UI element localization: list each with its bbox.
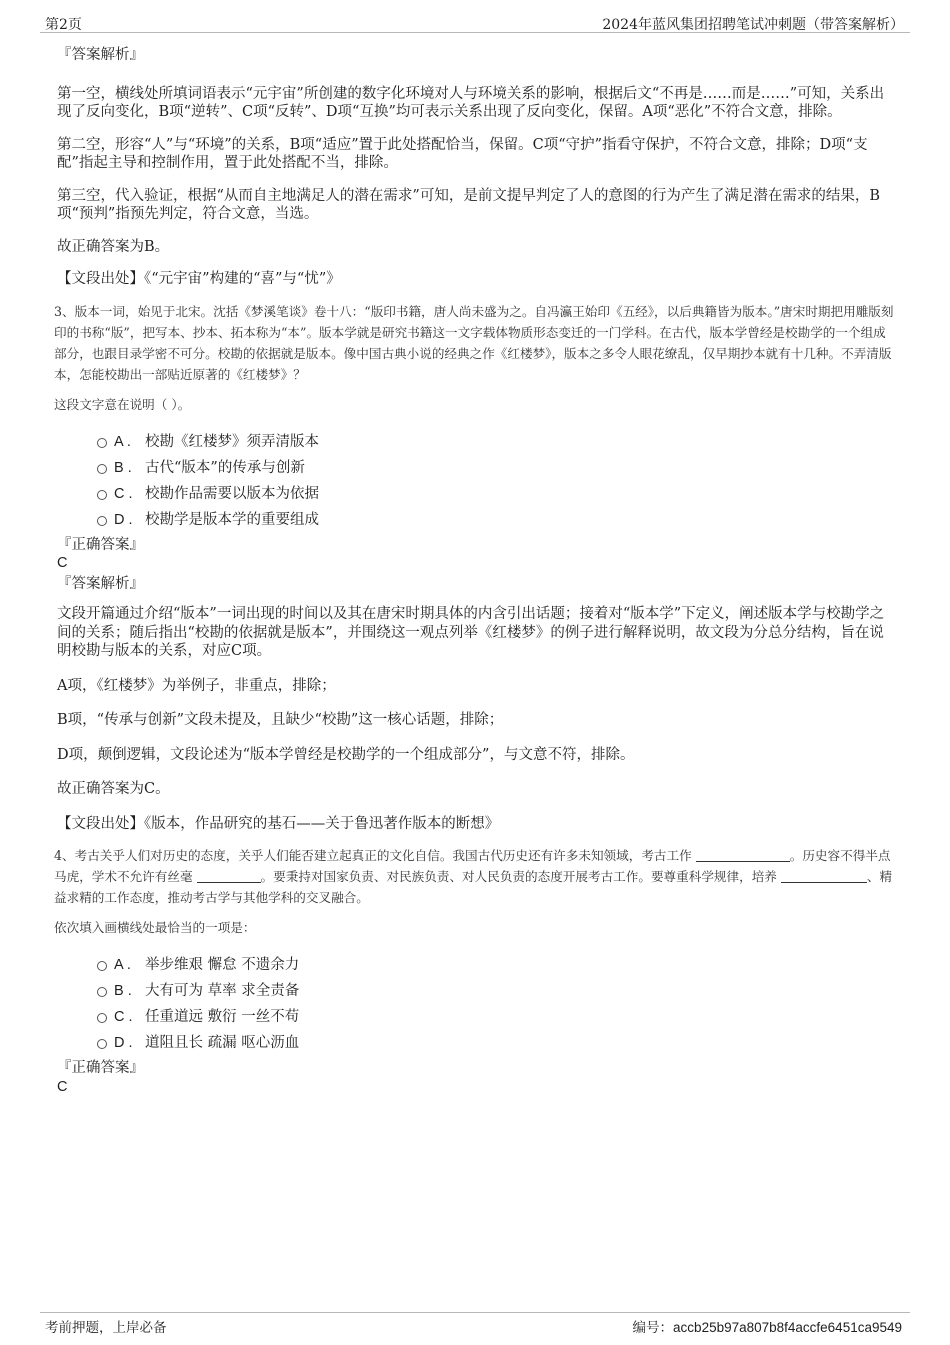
- page-footer: [40, 1312, 910, 1335]
- q3-answer-label: 『正确答案』: [57, 536, 144, 553]
- q3-analysis-para-3: B项，“传承与创新”文段未提及，且缺少“校勘”这一核心话题，排除；: [57, 712, 504, 728]
- fill-blank-1: [696, 847, 790, 862]
- q3-options: [57, 429, 897, 533]
- q4-options: [57, 952, 897, 1056]
- q3-option-b[interactable]: B . 古代“版本”的传承与创新: [57, 455, 897, 481]
- q4-option-a[interactable]: A . 举步维艰 懈怠 不遗余力: [57, 952, 897, 978]
- q2-analysis-para-3: 第三空，代入验证，根据“从而自主地满足人的潜在需求”可知，是前文提早判定了人的意图的行为产生了满足潜在需求的结果，B项“预判”指预先判定，符合文意，当选。: [57, 187, 880, 222]
- q2-analysis-para-1: 第一空，横线处所填词语表示“元宇宙”所创建的数字化环境对人与环境关系的影响，根据后文“不再是……而是……”可知，关系出现了反向变化，B项“逆转”、C项“反转”、D项“互换”均可表示关系出现了反向变化，保留。A项“恶化”不符合文意，排除。: [57, 85, 885, 120]
- q4-answer: C: [57, 1078, 68, 1095]
- radio-icon[interactable]: [97, 1013, 107, 1023]
- q4-question: 依次填入画横线处最恰当的一项是：: [54, 920, 256, 935]
- q3-analysis-para-1: 文段开篇通过介绍“版本”一词出现的时间以及其在唐宋时期具体的内含引出话题；接着对“版本学”下定义，阐述版本学与校勘学之间的关系；随后指出“校勘的依据就是版本”，并围绕这一观点列举《红楼梦》的例子进行解释说明，故文段为分总分结构，旨在说明校勘与版本的关系，对应C项。: [57, 606, 885, 659]
- q3-stem: 3、版本一词，始见于北宋。沈括《梦溪笔谈》卷十八：“版印书籍，唐人尚未盛为之。自冯瀛王始印《五经》，以后典籍皆为版本。”唐宋时期把用雕版刻印的书称“版”，把写本、抄本、拓本称为“本”。版本学就是研究书籍这一文字载体物质形态变迁的一门学科。在古代，版本学曾经是校勘学的一个组成部分，也跟目录学密不可分。校勘的依据就是版本。像中国古典小说的经典之作《红楼梦》，版本之多令人眼花缭乱，仅早期抄本就有十几种。不弄清版本，怎能校勘出一部贴近原著的《红楼梦》？: [54, 303, 894, 382]
- q3-option-a[interactable]: A . 校勘《红楼梦》须弄清版本: [57, 429, 897, 455]
- page-header: [40, 10, 910, 33]
- q3-answer: C: [57, 555, 68, 571]
- document-title: 2024年蓝风集团招聘笔试冲刺题（带答案解析）: [602, 17, 904, 33]
- radio-icon[interactable]: [97, 464, 107, 474]
- radio-icon[interactable]: [97, 987, 107, 997]
- fill-blank-3: [781, 868, 867, 883]
- q3-source: 【文段出处】《版本，作品研究的基石——关于鲁迅著作版本的断想》: [57, 815, 500, 832]
- q3-question: 这段文字意在说明（ ）。: [54, 396, 191, 412]
- document-code: 编号：accb25b97a807b8f4accfe6451ca9549: [632, 1320, 902, 1336]
- radio-icon[interactable]: [97, 961, 107, 971]
- q2-analysis-para-2: 第二空，形容“人”与“环境”的关系，B项“适应”置于此处搭配恰当，保留。C项“守护”指看守保护，不符合文意，排除；D项“支配”指起主导和控制作用，置于此处搭配不当，排除。: [57, 136, 868, 171]
- q3-option-d[interactable]: D . 校勘学是版本学的重要组成: [57, 507, 897, 533]
- radio-icon[interactable]: [97, 516, 107, 526]
- page-content: [54, 40, 897, 1096]
- q2-conclusion: 故正确答案为B。: [57, 238, 170, 255]
- q3-analysis-para-2: A项，《红楼梦》为举例子，非重点，排除；: [57, 677, 336, 694]
- fill-blank-2: [197, 868, 261, 883]
- page-number: 第2页: [45, 17, 82, 33]
- radio-icon[interactable]: [97, 1039, 107, 1049]
- q3-analysis-para-4: D项，颠倒逻辑，文段论述为“版本学曾经是校勘学的一个组成部分”，与文意不符，排除。: [57, 746, 635, 763]
- q2-analysis-label: 『答案解析』: [57, 47, 144, 63]
- q3-option-c[interactable]: C . 校勘作品需要以版本为依据: [57, 481, 897, 507]
- radio-icon[interactable]: [97, 490, 107, 500]
- q4-option-b[interactable]: B . 大有可为 草率 求全责备: [57, 978, 897, 1004]
- q3-analysis-label: 『答案解析』: [57, 575, 144, 592]
- q4-option-d[interactable]: D . 道阻且长 疏漏 呕心沥血: [57, 1030, 897, 1056]
- q4-stem: 4、考古关乎人们对历史的态度，关乎人们能否建立起真正的文化自信。我国古代历史还有许多未知领域，考古工作 。历史容不得半点马虎，学术不允许有丝毫 。要秉持对国家负责、对民族负责、对人民负责的态度开展考古工作。要尊重科学规律，培养 、精益求精的工作态度，推动考古学与其他学科的交叉融合。: [54, 848, 893, 905]
- q3-conclusion: 故正确答案为C。: [57, 781, 170, 797]
- q4-answer-label: 『正确答案』: [57, 1060, 144, 1076]
- q4-option-c[interactable]: C . 任重道远 敷衍 一丝不苟: [57, 1004, 897, 1030]
- q2-source: 【文段出处】《“元宇宙”构建的“喜”与“忧”》: [57, 271, 341, 287]
- radio-icon[interactable]: [97, 438, 107, 448]
- footer-slogan: 考前押题，上岸必备: [45, 1320, 167, 1336]
